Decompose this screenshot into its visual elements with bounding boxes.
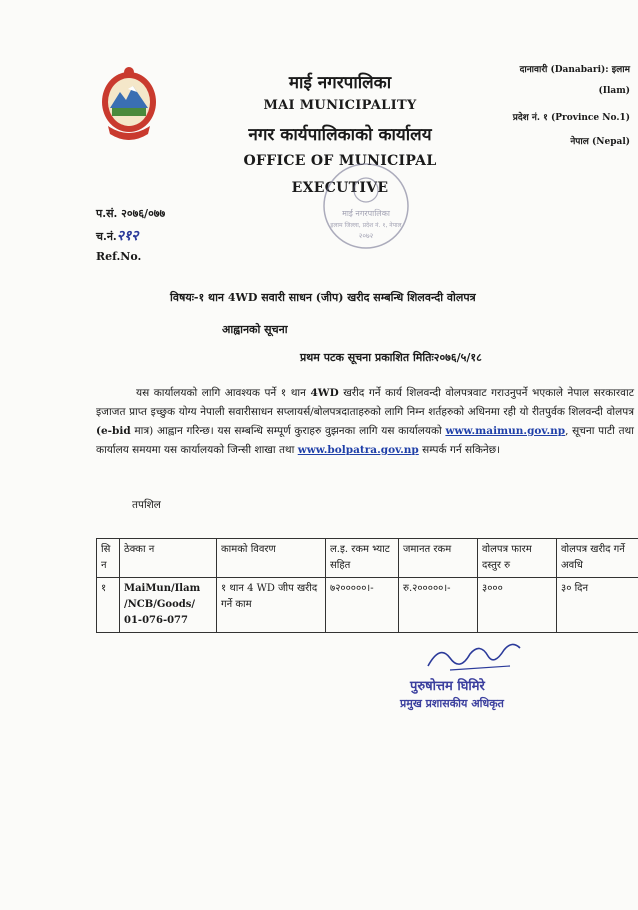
office-name-nepali: नगर कार्यपालिकाको कार्यालय <box>248 125 432 145</box>
table-cell: MaiMun/Ilam /NCB/Goods/ 01-076-077 <box>120 578 217 633</box>
seal-text-2: इलाम जिल्ला, प्रदेश नं. १, नेपाल <box>330 222 402 229</box>
body-text-5: सम्पर्क गर्न सकिनेछ। <box>422 444 501 456</box>
tapasil-label: तपशिल <box>132 499 161 511</box>
body-bold-ebid: (e-bid <box>96 425 131 437</box>
table-header-cell: वोलपत्र खरीद गर्ने अवधि <box>557 539 638 578</box>
body-text-1: यस कार्यालयको लागि आवश्यक पर्ने १ थान <box>136 387 306 399</box>
office-name-english-1: OFFICE OF MUNICIPAL <box>243 153 437 169</box>
dispatch-number <box>96 226 139 245</box>
table-cell: ३००० <box>478 578 557 633</box>
table-header-cell: सि न <box>97 539 120 578</box>
ref-number-label: Ref.No. <box>96 250 142 263</box>
table-row <box>97 578 638 633</box>
body-text-2: खरीद गर्ने कार्य शिलवन्दी वोलपत्रवाट गराउनुपर्ने भएकाले नेपाल सरकारवाट इजाजत प्राप्त इच्छुक योग्य नेपाली सवारीसाधन सप्लायर्स/बोलपत्रदाताहरुको लागि निम्न शर्तहरुको अधिनमा रही यो रीतपुर्वक शिलवन्दी वोलपत्र <box>96 387 634 418</box>
seal-text-3: २०७२ <box>358 232 374 240</box>
table-header-cell: कामको विवरण <box>217 539 326 578</box>
office-seal-stamp <box>320 160 412 252</box>
body-text-3: मात्र) आह्वान गरिन्छ। यस सम्बन्धि सम्पूर्ण कुराहरु वुझनका लागि यस कार्यालयको <box>134 425 442 437</box>
table-header-cell: ठेक्का न <box>120 539 217 578</box>
publish-date: प्रथम पटक सूचना प्रकाशित मितिः२०७६/५/१८ <box>300 351 482 364</box>
address-line-4: नेपाल (Nepal) <box>570 137 630 147</box>
table-header-row <box>97 539 638 578</box>
address-line-1: दानावारी (Danabari): इलाम <box>519 65 630 75</box>
dispatch-label: च.नं. <box>96 230 117 243</box>
address-line-2: (Ilam) <box>598 86 630 96</box>
subject-line: विषयः-१ थान 4WD सवारी साधन (जीप) खरीद सम्बन्धि शिलवन्दी वोलपत्र <box>170 291 476 304</box>
tender-table <box>96 538 638 633</box>
seal-text-1: माई नगरपालिका <box>342 209 390 218</box>
table-header-cell: ल.इ. रकम भ्याट सहित <box>326 539 399 578</box>
body-text-4: , सूचना पाटी तथा कार्यालय समयमा यस कार्यालयको जिन्सी शाखा तथा <box>96 425 634 456</box>
table-cell: १ थान 4 WD जीप खरीद गर्ने काम <box>217 578 326 633</box>
signatory-name: पुरुषोत्तम घिमिरे <box>410 679 485 694</box>
municipality-logo <box>100 62 158 148</box>
office-name-english-2: EXECUTIVE <box>291 180 389 196</box>
org-name-english: MAI MUNICIPALITY <box>263 98 417 113</box>
table-cell: ३० दिन <box>557 578 638 633</box>
dispatch-handwritten-value: २१२ <box>116 228 139 244</box>
bolpatra-link[interactable]: www.bolpatra.gov.np <box>297 444 419 456</box>
org-name-nepali: माई नगरपालिका <box>288 73 392 93</box>
table-cell: १ <box>97 578 120 633</box>
subject-line-2: आह्वानको सूचना <box>222 323 288 336</box>
table-cell: रु.२०००००।- <box>399 578 478 633</box>
letter-number: प.सं. २०७६/०७७ <box>96 207 166 220</box>
maimun-link[interactable]: www.maimun.gov.np <box>445 425 566 437</box>
body-bold-4wd: 4WD <box>310 387 339 399</box>
table-header-cell: वोलपत्र फारम दस्तुर रु <box>478 539 557 578</box>
table-cell: ७२०००००।- <box>326 578 399 633</box>
address-line-3: प्रदेश नं. १ (Province No.1) <box>512 113 630 123</box>
notice-body <box>96 384 634 460</box>
signatory-title: प्रमुख प्रशासकीय अधिकृत <box>400 697 504 710</box>
handwritten-signature <box>420 636 530 676</box>
table-header-cell: जमानत रकम <box>399 539 478 578</box>
